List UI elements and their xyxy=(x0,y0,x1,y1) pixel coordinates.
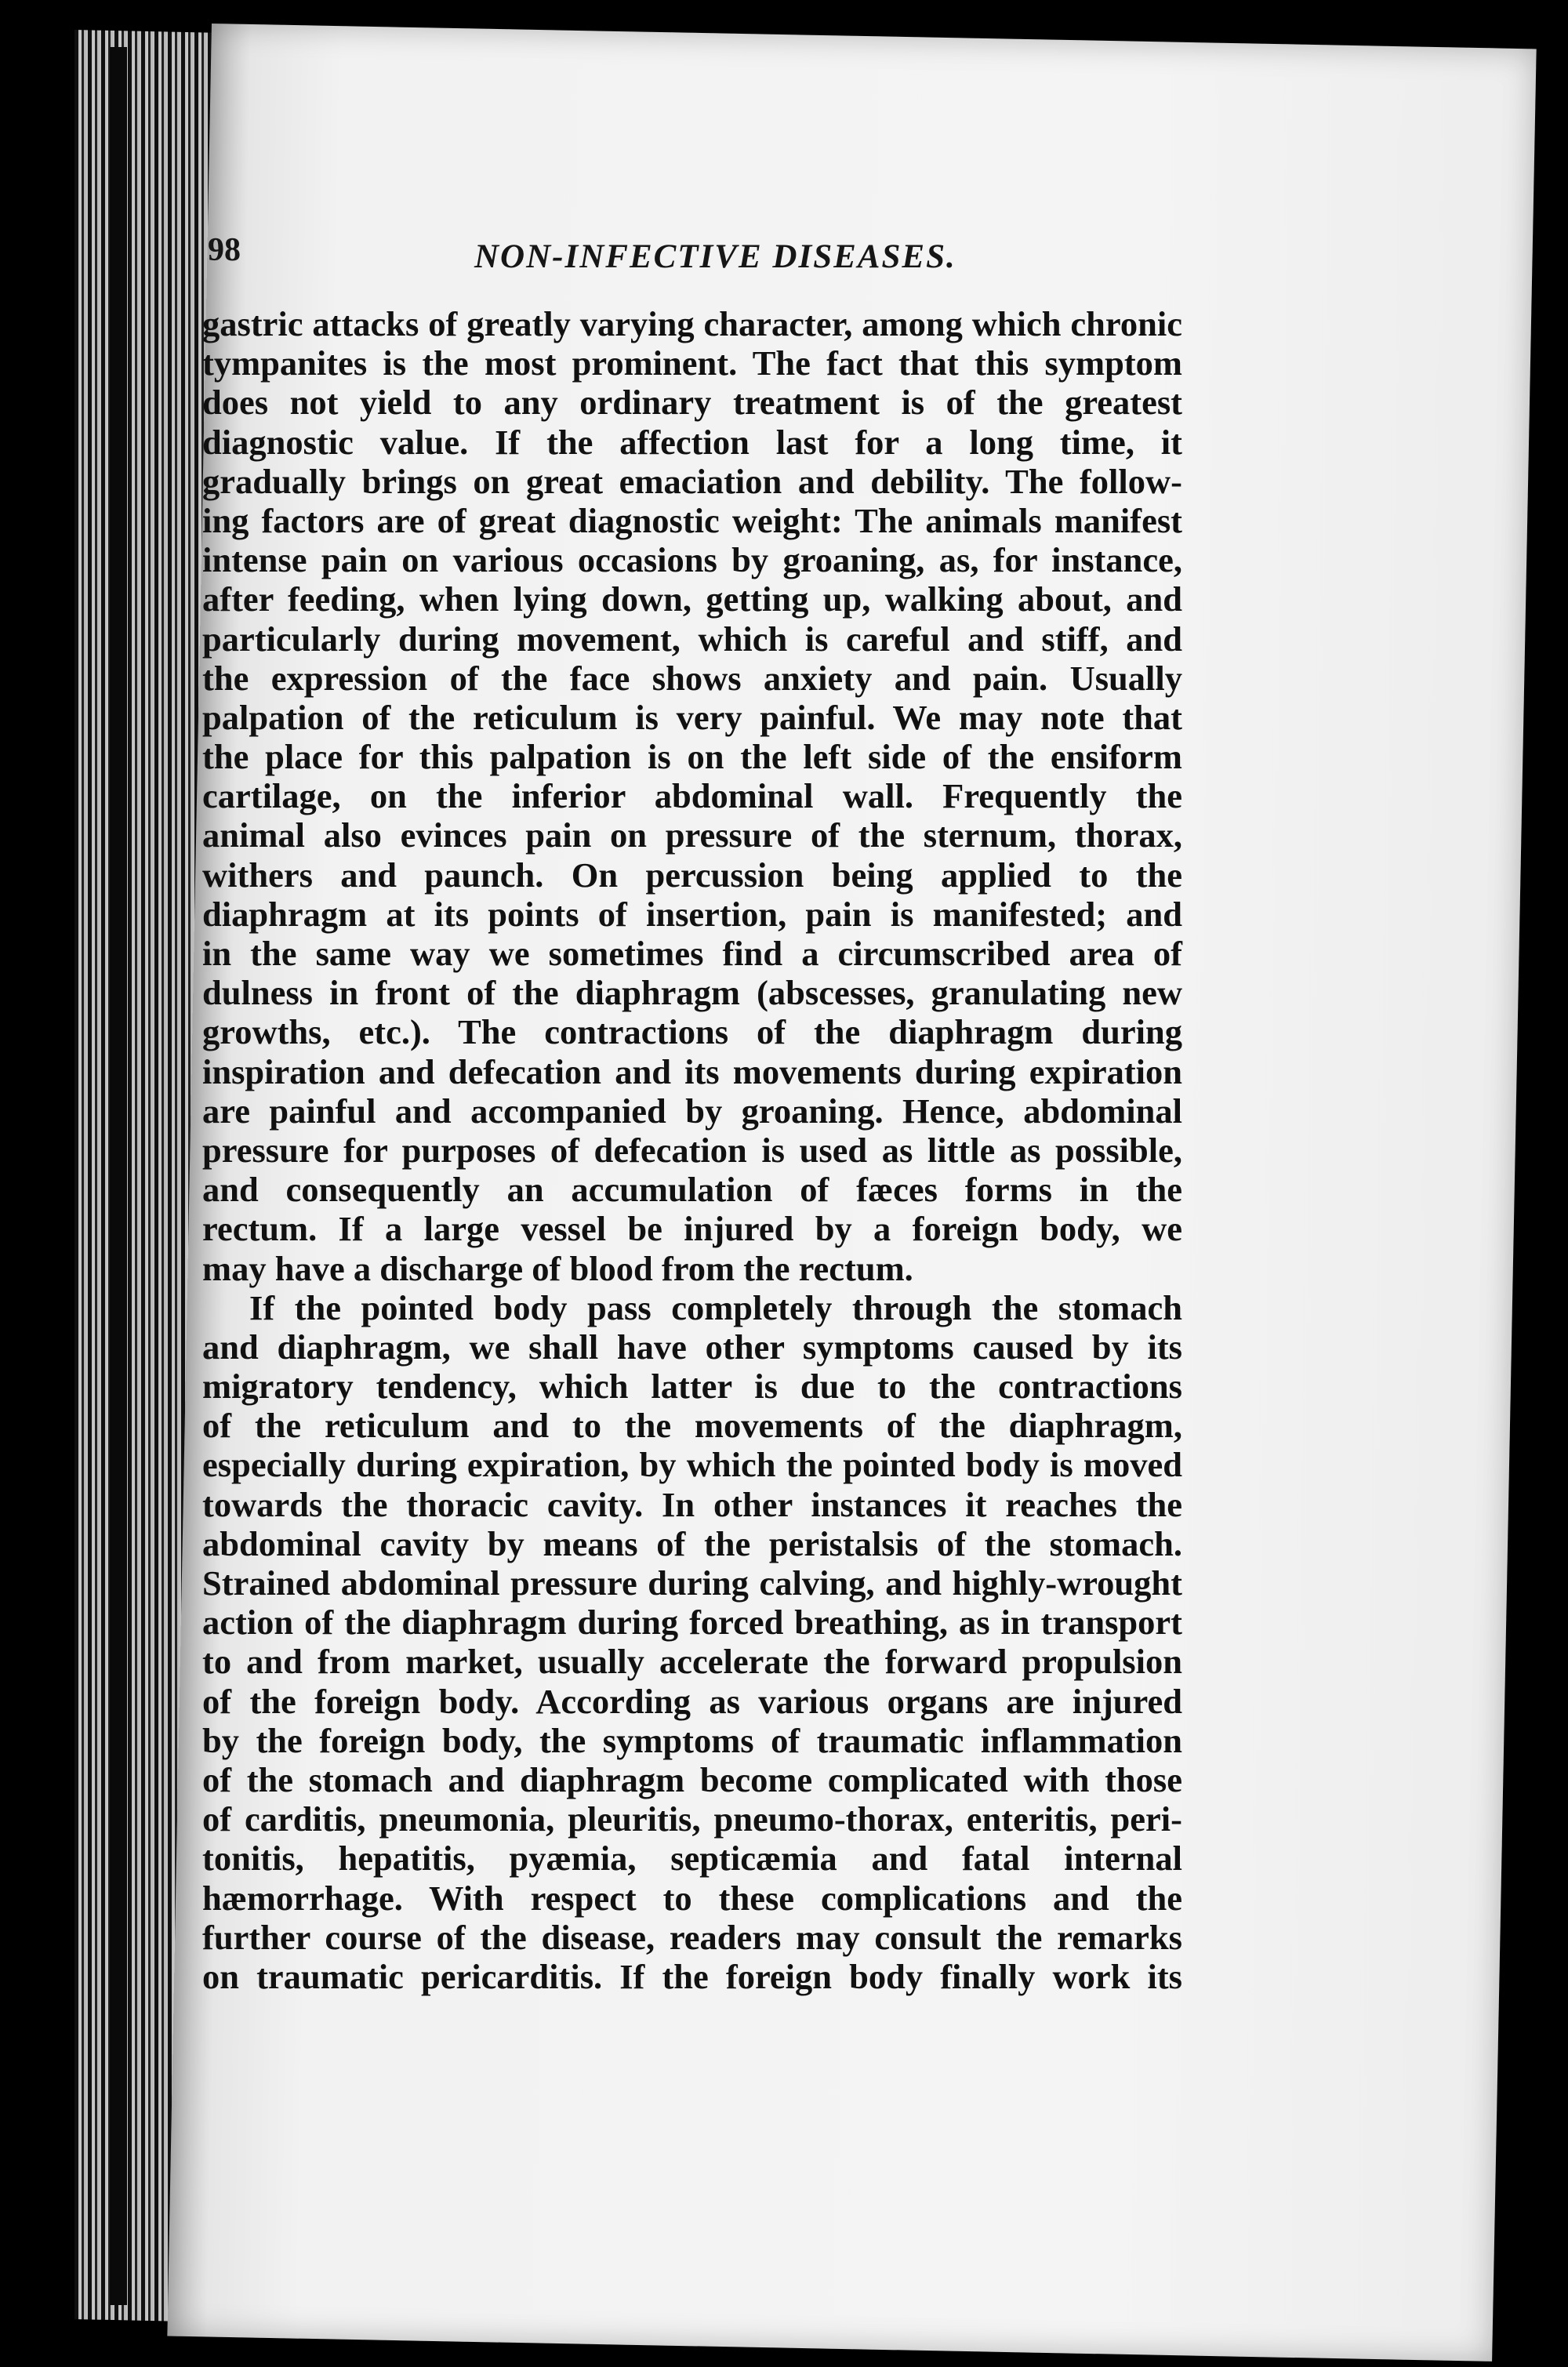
body-text xyxy=(202,304,1182,1996)
text-line: are painful and accompanied by groaning. Hence, abdominal xyxy=(202,1091,1182,1131)
text-line: gradually brings on great emaciation and debility. The follow- xyxy=(202,461,1182,501)
page-number: 98 xyxy=(208,232,241,268)
paragraph-start-line: If the pointed body pass completely through the stomach xyxy=(249,1287,1182,1327)
text-line: to and from market, usually accelerate the forward propulsion xyxy=(202,1642,1182,1682)
text-line: diaphragm at its points of insertion, pain is manifested; and xyxy=(202,894,1182,934)
text-line: of the reticulum and to the movements of the diaphragm, xyxy=(202,1406,1182,1446)
text-line: migratory tendency, which latter is due to the contractions xyxy=(202,1367,1182,1407)
text-line: hæmorrhage. With respect to these complications and the xyxy=(202,1878,1182,1918)
text-line: towards the thoracic cavity. In other instances it reaches the xyxy=(202,1484,1182,1524)
text-line: intense pain on various occasions by groaning, as, for instance, xyxy=(202,540,1182,580)
text-line: of carditis, pneumonia, pleuritis, pneumo-thorax, enteritis, peri- xyxy=(202,1799,1182,1839)
book-spine-shadow xyxy=(110,47,127,2305)
text-line: in the same way we sometimes find a circumscribed area of xyxy=(202,934,1182,973)
text-line: the expression of the face shows anxiety and pain. Usually xyxy=(202,658,1182,698)
text-line: rectum. If a large vessel be injured by a foreign body, we xyxy=(202,1209,1182,1249)
text-line: inspiration and defecation and its movements during expiration xyxy=(202,1051,1182,1091)
text-line: of the stomach and diaphragm become complicated with those xyxy=(202,1759,1182,1799)
text-line: and consequently an accumulation of fæces forms in the xyxy=(202,1170,1182,1210)
text-line: Strained abdominal pressure during calving, and highly-wrought xyxy=(202,1563,1182,1603)
text-line: growths, etc.). The contractions of the diaphragm during xyxy=(202,1012,1182,1052)
running-head: NON-INFECTIVE DISEASES. xyxy=(474,238,956,275)
text-line: and diaphragm, we shall have other symptoms caused by its xyxy=(202,1327,1182,1367)
paragraph-end-line: may have a discharge of blood from the rectum. xyxy=(202,1248,913,1288)
text-line: does not yield to any ordinary treatment is of the greatest xyxy=(202,383,1182,423)
page-header xyxy=(208,231,1180,286)
text-line: gastric attacks of greatly varying character, among which chronic xyxy=(202,304,1182,343)
text-line: withers and paunch. On percussion being applied to the xyxy=(202,855,1182,895)
text-line: the place for this palpation is on the left side of the ensiform xyxy=(202,737,1182,777)
text-line: diagnostic value. If the affection last for a long time, it xyxy=(202,422,1182,462)
text-line: ing factors are of great diagnostic weight: The animals manifest xyxy=(202,500,1182,540)
text-line: further course of the disease, readers may consult the remarks xyxy=(202,1917,1182,1957)
text-line: especially during expiration, by which the pointed body is moved xyxy=(202,1445,1182,1485)
text-line: cartilage, on the inferior abdominal wall. Frequently the xyxy=(202,776,1182,816)
text-line: on traumatic pericarditis. If the foreign body finally work its xyxy=(202,1956,1182,1996)
text-line: tympanites is the most prominent. The fact that this symptom xyxy=(202,343,1182,383)
text-line: abdominal cavity by means of the peristalsis of the stomach. xyxy=(202,1523,1182,1563)
text-line: after feeding, when lying down, getting up, walking about, and xyxy=(202,579,1182,619)
text-line: pressure for purposes of defecation is used as little as possible, xyxy=(202,1130,1182,1170)
text-line: particularly during movement, which is careful and stiff, and xyxy=(202,619,1182,659)
text-line: dulness in front of the diaphragm (abscesses, granulating new xyxy=(202,973,1182,1013)
text-line: action of the diaphragm during forced breathing, as in transport xyxy=(202,1603,1182,1643)
text-line: animal also evinces pain on pressure of the sternum, thorax, xyxy=(202,815,1182,855)
text-line: tonitis, hepatitis, pyæmia, septicæmia and fatal internal xyxy=(202,1839,1182,1879)
text-line: palpation of the reticulum is very painful. We may note that xyxy=(202,697,1182,737)
text-line: of the foreign body. According as various organs are injured xyxy=(202,1681,1182,1721)
text-line: by the foreign body, the symptoms of traumatic inflammation xyxy=(202,1720,1182,1760)
